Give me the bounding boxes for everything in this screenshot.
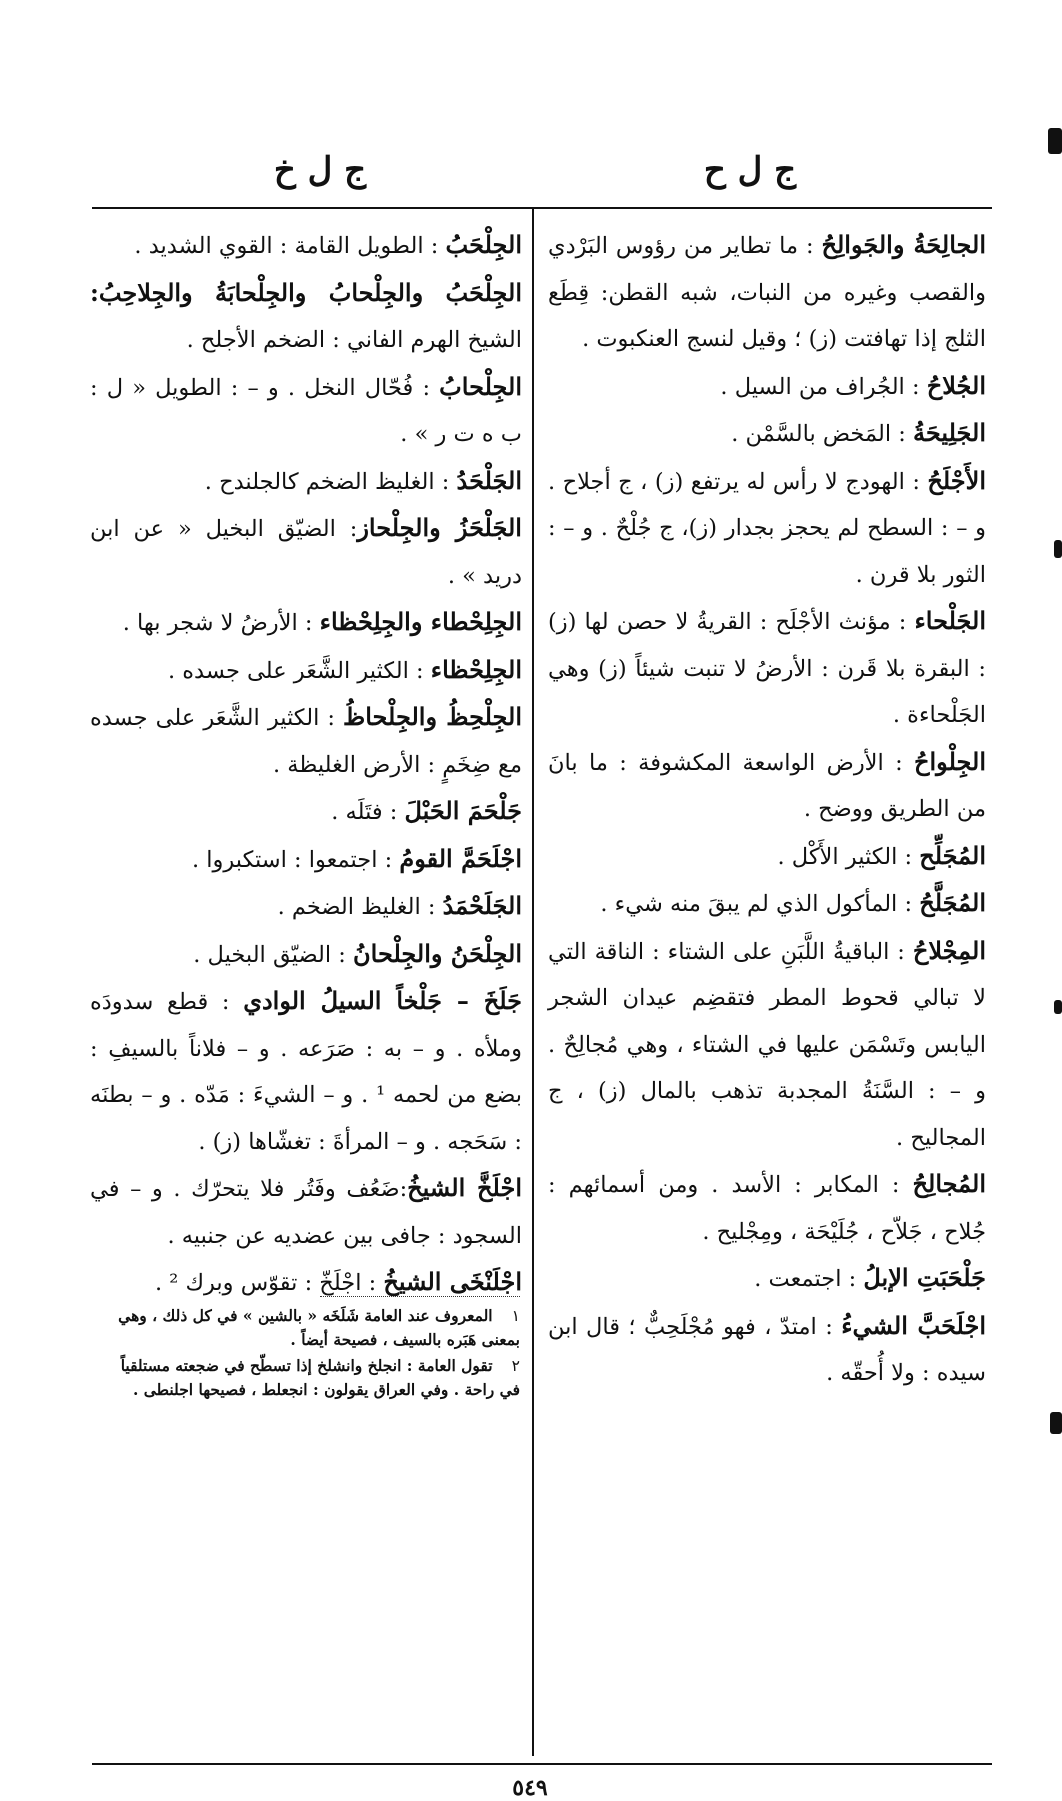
- footnote-2: [100, 1354, 520, 1402]
- dictionary-entry: [90, 883, 522, 931]
- scan-margin-mark: [1050, 1412, 1062, 1434]
- entry-headword: اجْلَحَمَّ القومُ: [399, 843, 522, 873]
- dictionary-entry: [90, 836, 522, 884]
- dictionary-entry: [90, 978, 522, 1165]
- dictionary-entry: [548, 833, 986, 881]
- scan-margin-mark: [1054, 1000, 1062, 1014]
- dictionary-entry: [90, 270, 522, 364]
- entry-definition: : اجتمعوا : استكبروا .: [191, 846, 400, 873]
- header-rule: [92, 207, 992, 209]
- dictionary-entry: [548, 739, 986, 833]
- left-column: [90, 222, 522, 1307]
- entry-headword: المُجالِحُ: [912, 1169, 986, 1198]
- entry-definition: : الجُراف من السيل .: [720, 373, 927, 400]
- entry-headword: المُجَلِّح: [919, 840, 986, 870]
- left-column-root-header: ج ل خ: [273, 150, 367, 190]
- entry-definition: الشيخ الهرم الفاني : الضخم الأجلح .: [186, 327, 522, 353]
- footnote-number: ٢: [511, 1357, 520, 1375]
- footnote-text: تقول العامة : انجلخ وانشلخ إذا تسطّح في ضجعته مستلقياً في راحة . وفي العراق يقولون : انجعلط ، فصيحها اجلنطى .: [120, 1356, 520, 1399]
- entry-headword: جَلْحَمَ الحَبْلَ: [404, 796, 522, 825]
- scan-margin-mark: [1048, 128, 1062, 154]
- entry-definition: :ضَعُف وفَتُر فلا يتحرّك . و – في السجود : جافى بين عضديه عن جنبيه .: [90, 1176, 522, 1249]
- entry-definition: : المكابر : الأسد . ومن أسمائهم : جُلاح ، جَلاّح ، جُلَيْحَة ، ومِجْليح .: [548, 1172, 986, 1245]
- dictionary-entry: [548, 928, 986, 1162]
- dictionary-entry: [90, 364, 522, 458]
- entry-definition: : المَخض بالسَّمْن .: [731, 421, 913, 447]
- entry-definition: : الأرضُ لا شجر بها .: [122, 610, 320, 636]
- entry-headword: الجِلْحَبُ والجِلْحابُ والجِلْحابَةُ والجِلاحِبُ:: [90, 277, 522, 307]
- entry-headword: الجَلَحْمَدُ: [442, 891, 522, 920]
- entry-definition: : امتدّ ، فهو مُجْلَحِبٌّ ؛ قال ابن سيده : ولا أُحقّه .: [548, 1313, 986, 1386]
- dictionary-entry: [90, 1165, 522, 1259]
- entry-headword: الجالِحَةُ والجَوالِحُ: [821, 230, 987, 259]
- column-divider: [532, 208, 534, 1756]
- entry-headword: المِجْلاحُ: [912, 935, 986, 965]
- entry-headword: اجْلَخَّ الشيخُ: [407, 1173, 522, 1202]
- dictionary-entry: [548, 410, 986, 458]
- entry-definition: : الغليظ الضخم .: [277, 894, 443, 920]
- entry-definition: : قطع سدودَه وملأه . و – به : صَرَعه . و – فلاناً بالسيفِ : بضع من لحمه ¹ . و – الشيءَ : مَدّه . و – بطنَه : سَحَجه . و – المرأةَ : تغشّاها (ز) .: [90, 989, 522, 1155]
- dictionary-entry: [90, 505, 522, 599]
- entry-headword: الأَجْلَحُ: [927, 465, 986, 495]
- entry-headword: اجْلَنْخَى الشيخُ: [383, 1267, 522, 1296]
- footnote-1: [100, 1304, 520, 1352]
- dictionary-entry: [548, 1161, 986, 1255]
- dictionary-entry: [90, 599, 522, 647]
- dictionary-entry: [90, 694, 522, 788]
- entry-headword: جَلْحَبَتِ الإبلُ: [863, 1263, 986, 1292]
- entry-headword: الجِلْواحُ: [914, 746, 986, 776]
- footnote-text: المعروف عند العامة شَلَخَه « بالشين » في كل ذلك ، وهي بمعنى هَبَره بالسيف ، فصيحة أيضاً .: [118, 1306, 520, 1349]
- footnote-separator: [320, 1296, 520, 1297]
- dictionary-entry: [548, 222, 986, 363]
- entry-headword: الجِلْحابُ: [439, 371, 522, 401]
- entry-definition: : الكثير الشَّعَر على جسده مع ضِخَمٍ : الأرض الغليظة .: [90, 705, 522, 778]
- entry-headword: الجَلْحَزُ والجِلْحاز: [357, 513, 522, 542]
- entry-definition: : الأرض الواسعة المكشوفة : ما بانَ من الطريق ووضح .: [548, 749, 986, 822]
- entry-headword: اجْلَحَبَّ الشيءُ: [841, 1310, 987, 1340]
- entry-definition: : الضيّق البخيل .: [193, 941, 354, 968]
- entry-headword: الجِلْحِظُ والجِلْحاظُ: [343, 702, 522, 731]
- entry-definition: : فُحّال النخل . و – : الطويل « ل : ب ه ت ر » .: [90, 374, 522, 447]
- entry-headword: الجِلِحْظاء: [430, 654, 522, 684]
- entry-definition: : الغليظ الضخم كالجلندح .: [204, 468, 457, 495]
- scan-margin-mark: [1054, 540, 1062, 558]
- entry-headword: الجَلْحاء: [914, 606, 986, 635]
- footer-rule: [92, 1763, 992, 1765]
- entry-definition: : ما تطاير من رؤوس البَرْدي والقصب وغيره من النبات، شبه القطن: قِطَع الثلج إذا تهافتت (ز) ؛ وقيل لنسج العنكبوت .: [548, 233, 986, 352]
- entry-headword: المُجَلَّحُ: [919, 888, 986, 917]
- entry-definition: : اجتمعت .: [754, 1266, 864, 1292]
- entry-headword: الجَلْحَدُ: [456, 465, 522, 495]
- dictionary-entry: [548, 1303, 986, 1397]
- entry-headword: الجَلِيحَةُ: [912, 418, 986, 447]
- dictionary-entry: [548, 598, 986, 739]
- dictionary-entry: [90, 458, 522, 506]
- entry-headword: الجِلْحَنُ والجِلْحانُ: [353, 938, 522, 968]
- dictionary-entry: [90, 222, 522, 270]
- entry-definition: : فتَلَه .: [331, 799, 405, 825]
- dictionary-entry: [548, 1255, 986, 1303]
- entry-definition: : الباقيةُ اللَّبَنِ على الشتاء : الناقة التي لا تبالي قحوط المطر فتقضِم عيدان الشجر اليابس وتَسْمَن عليها في الشتاء ، وهي مُجالِحٌ . و – : السَّنَةُ المجدبة تذهب بالمال (ز) ، ج المجاليح .: [548, 938, 986, 1151]
- entry-headword: الجُلاحُ: [926, 370, 986, 400]
- dictionary-entry: [90, 788, 522, 836]
- entry-definition: : الضيّق البخيل « عن ابن دريد » .: [90, 516, 522, 589]
- entry-headword: الجِلْحَبُ: [445, 230, 522, 259]
- dictionary-entry: [548, 363, 986, 411]
- entry-definition: : الكثير الأَكْل .: [777, 843, 920, 870]
- entry-definition: : اجْلَخّ : تقوّس وبرك ² .: [154, 1270, 384, 1296]
- footnote-number: ١: [511, 1307, 520, 1325]
- page-number: ٥٤٩: [512, 1775, 548, 1801]
- entry-definition: : الهودج لا رأس له يرتفع (ز) ، ج أجلاح . و – : السطح لم يحجز بجدار (ز)، ج جُلْحٌ . و – : الثور بلا قرن .: [548, 468, 986, 588]
- entry-definition: : الطويل القامة : القوي الشديد .: [134, 233, 446, 259]
- entry-definition: : مؤنث الأجْلَح : القريةُ لا حصن لها (ز) : البقرة بلا قَرن : الأرضُ لا تنبت شيئاً (ز) وهي الجَلْحاءة .: [548, 609, 986, 728]
- entry-headword: الجِلِحْطاء والجِلِحْظاء: [319, 607, 522, 636]
- dictionary-entry: [548, 458, 986, 599]
- dictionary-entry: [90, 1259, 522, 1307]
- right-column: [548, 222, 986, 1397]
- dictionary-entry: [548, 880, 986, 928]
- entry-definition: : المأكول الذي لم يبقَ منه شيء .: [600, 891, 920, 917]
- right-column-root-header: ج ل ح: [703, 150, 797, 190]
- dictionary-entry: [90, 931, 522, 979]
- entry-definition: : الكثير الشَّعَر على جسده .: [167, 657, 431, 684]
- entry-headword: جَلَخَ – جَلْخاً السيلُ الوادي: [243, 986, 522, 1015]
- dictionary-entry: [90, 647, 522, 695]
